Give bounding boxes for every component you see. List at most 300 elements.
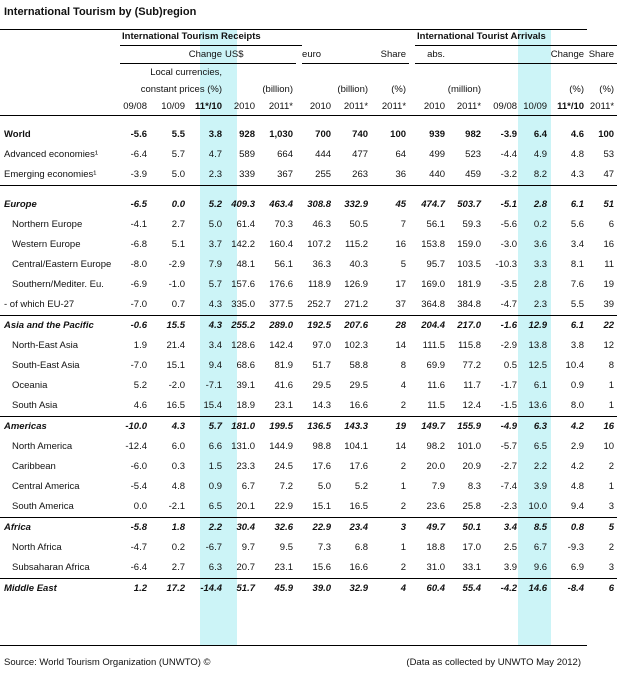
table-cell: 98.2 [426, 441, 446, 453]
table-row [0, 235, 617, 255]
table-cell: 2 [608, 542, 615, 554]
constant-prices-label: constant prices (%) [140, 83, 222, 95]
table-cell: -14.4 [200, 583, 222, 595]
table-cell: 4.3 [171, 421, 185, 433]
table-row [0, 125, 617, 145]
table-cell: 2 [608, 461, 615, 473]
table-cell: 982 [465, 129, 482, 141]
table-cell: 3 [587, 558, 617, 579]
table-cell: 33.1 [448, 558, 484, 579]
table-cell: 126.9 [344, 279, 369, 291]
table-cell: 477 [352, 149, 369, 161]
table-cell: 160.4 [269, 239, 293, 251]
table-cell: 22 [603, 320, 615, 332]
table-cell: -4.2 [500, 583, 518, 595]
source-note: Source: World Tourism Organization (UNWTO) © [4, 657, 211, 668]
table-cell: 252.7 [302, 295, 334, 316]
table-cell: 217.0 [457, 320, 482, 332]
table-cell: 53 [603, 149, 615, 161]
table-cell: 15.5 [166, 320, 185, 332]
table-bottom-rule [0, 645, 587, 646]
table-cell: 101.0 [457, 441, 482, 453]
table-cell: 5.2 [354, 481, 369, 493]
table-row [0, 477, 617, 497]
table-cell: 928 [239, 129, 255, 141]
table-cell: 29.5 [312, 380, 332, 392]
table-cell: -2.1 [150, 497, 188, 518]
table-cell: 2.3 [520, 295, 550, 316]
table-cell: 13.6 [520, 396, 550, 417]
receipts-group-header: International Tourism Receipts [120, 29, 302, 46]
row-label: Central/Eastern Europe [12, 259, 112, 271]
row-label: Subsaharan Africa [0, 558, 111, 579]
table-cell: 64 [395, 149, 407, 161]
page-title: International Tourism by (Sub)region [4, 6, 197, 18]
table-cell: 0.8 [570, 522, 585, 534]
table-cell: 474.7 [421, 199, 446, 211]
table-cell: 14 [395, 340, 407, 352]
table-cell: -6.4 [130, 149, 147, 161]
table-cell: 12 [603, 340, 615, 352]
table-cell: 5.7 [208, 421, 222, 433]
arrivals-share-header: Share [587, 46, 617, 64]
table-cell: 384.8 [448, 295, 484, 316]
table-cell: 263 [334, 165, 371, 186]
table-cell: -2.0 [168, 380, 185, 392]
table-cell: -4.4 [500, 149, 518, 161]
table-cell: 6.7 [533, 542, 548, 554]
table-cell: 3.8 [208, 129, 222, 141]
table-cell: 39.0 [312, 583, 332, 595]
table-cell: 4.2 [570, 461, 585, 473]
table-cell: 589 [239, 149, 255, 161]
table-cell: 2.8 [533, 199, 548, 211]
table-row [0, 538, 617, 558]
table-cell: 159.0 [457, 239, 482, 251]
table-cell: 6.6 [208, 441, 222, 453]
table-cell: 131.0 [231, 441, 255, 453]
table-cell: 143.3 [344, 421, 369, 433]
table-cell: -8.0 [130, 259, 147, 271]
table-cell: 289.0 [269, 320, 293, 332]
table-cell: 3.9 [484, 558, 520, 579]
table-cell: 6.0 [171, 441, 185, 453]
table-cell: 4.9 [533, 149, 548, 161]
table-cell: 58.8 [349, 360, 369, 372]
table-row [0, 295, 617, 316]
table-cell: 2 [371, 497, 409, 518]
table-cell: 5.2 [133, 380, 147, 392]
table-cell: 6.5 [188, 497, 225, 518]
row-label: - of which EU-27 [0, 295, 111, 316]
row-label: Advanced economies¹ [4, 149, 98, 161]
table-cell: 157.6 [231, 279, 255, 291]
table-cell: -9.3 [567, 542, 585, 554]
table-cell: 5.7 [208, 279, 222, 291]
year-2010-eur: 2010 [302, 98, 334, 116]
table-cell: 56.1 [274, 259, 293, 271]
table-cell: 3.6 [533, 239, 548, 251]
table-cell: 0.9 [570, 380, 585, 392]
table-row [0, 396, 617, 417]
row-label: Caribbean [12, 461, 56, 473]
table-cell: 5.2 [208, 199, 222, 211]
table-cell: 2.7 [171, 219, 185, 231]
table-row [0, 195, 617, 215]
table-cell: 40.3 [349, 259, 369, 271]
table-cell: 199.5 [269, 421, 293, 433]
table-cell: 6.1 [570, 199, 585, 211]
table-cell: -6.5 [130, 199, 147, 211]
billion-usd-unit: (billion) [262, 83, 293, 95]
table-cell: 17.6 [312, 461, 332, 473]
table-cell: -4.1 [130, 219, 147, 231]
table-cell: 39.1 [236, 380, 255, 392]
table-cell: 16.5 [150, 396, 188, 417]
table-cell: -5.7 [500, 441, 518, 453]
table-cell: 51.7 [236, 583, 255, 595]
row-label: Southern/Mediter. Eu. [12, 279, 104, 291]
table-cell: -6.7 [205, 542, 222, 554]
table-cell: 32.9 [349, 583, 369, 595]
table-cell: 4.7 [208, 149, 222, 161]
table-cell: 3.8 [570, 340, 585, 352]
row-label: Europe [4, 199, 37, 211]
table-cell: 20.7 [225, 558, 258, 579]
table-cell: 18.9 [225, 396, 258, 417]
table-row [0, 518, 617, 539]
table-row [0, 215, 617, 235]
table-cell: 18.8 [426, 542, 446, 554]
table-cell: -5.8 [130, 522, 147, 534]
year-2011-share-arr: 2011* [587, 98, 617, 116]
table-cell: 3.7 [208, 239, 222, 251]
table-cell: 61.4 [236, 219, 255, 231]
table-cell: 409.3 [231, 199, 255, 211]
table-cell: 1.2 [133, 583, 147, 595]
year-1110: 11*/10 [188, 98, 225, 116]
year-2010-usd: 2010 [225, 98, 258, 116]
table-cell: 5.7 [171, 149, 185, 161]
table-cell: 181.0 [231, 421, 255, 433]
table-cell: 45 [395, 199, 407, 211]
table-cell: 56.1 [426, 219, 446, 231]
table-cell: 6 [608, 583, 615, 595]
table-cell: 17 [395, 279, 407, 291]
table-cell: 100 [598, 129, 615, 141]
year-0908-arr: 09/08 [484, 98, 520, 116]
table-cell: 21.4 [166, 340, 185, 352]
table-cell: 207.6 [344, 320, 369, 332]
table-cell: 6.3 [188, 558, 225, 579]
table-cell: -3.0 [500, 239, 518, 251]
table-cell: 6.4 [533, 129, 548, 141]
table-cell: 5.5 [550, 295, 587, 316]
billion-eur-unit: (billion) [337, 83, 369, 95]
table-cell: -6.9 [130, 279, 147, 291]
table-cell: 15.6 [302, 558, 334, 579]
table-cell: -12.4 [125, 441, 147, 453]
table-cell: -10.3 [495, 259, 518, 271]
table-cell: 14.3 [302, 396, 334, 417]
table-cell: 1 [608, 481, 615, 493]
table-cell: 2.9 [570, 441, 585, 453]
table-cell: 0.3 [171, 461, 185, 473]
table-cell: 6 [608, 219, 615, 231]
table-cell: 24.5 [274, 461, 293, 473]
table-cell: 23.4 [349, 522, 369, 534]
tourism-table [0, 29, 617, 599]
table-cell: 364.8 [415, 295, 448, 316]
table-cell: 0.9 [208, 481, 222, 493]
table-cell: 3.9 [533, 481, 548, 493]
table-cell: 4.2 [570, 421, 585, 433]
table-row [0, 165, 617, 186]
table-cell: 7.9 [431, 481, 446, 493]
table-cell: 2.7 [150, 558, 188, 579]
row-label: Middle East [4, 583, 57, 595]
table-cell: 142.2 [231, 239, 255, 251]
table-cell: 9.6 [520, 558, 550, 579]
table-cell: 10 [603, 441, 615, 453]
table-cell: 2.3 [188, 165, 225, 186]
table-cell: 255.2 [231, 320, 255, 332]
row-label: Western Europe [12, 239, 81, 251]
table-cell: -7.0 [120, 295, 150, 316]
table-cell: 4.3 [188, 295, 225, 316]
table-cell: 20.9 [462, 461, 482, 473]
row-label: South Asia [0, 396, 111, 417]
table-cell: 3.4 [503, 522, 518, 534]
table-cell: 1.5 [208, 461, 222, 473]
table-cell: -2.9 [500, 340, 518, 352]
table-cell: -10.0 [125, 421, 147, 433]
table-cell: 6.1 [533, 380, 548, 392]
table-cell: 22.9 [312, 522, 332, 534]
table-cell: 3.3 [533, 259, 548, 271]
table-cell: 332.9 [344, 199, 369, 211]
table-cell: 20.1 [225, 497, 258, 518]
table-cell: 0.7 [150, 295, 188, 316]
year-2011-share: 2011* [371, 98, 409, 116]
table-cell: 95.7 [426, 259, 446, 271]
table-cell: 6.9 [550, 558, 587, 579]
year-2011-arrivals: 2011* [448, 98, 484, 116]
table-cell: 32.6 [274, 522, 293, 534]
table-cell: 23.1 [258, 396, 296, 417]
table-cell: 700 [315, 129, 332, 141]
row-label: Asia and the Pacific [4, 320, 94, 332]
table-cell: 50.1 [462, 522, 482, 534]
table-cell: 6.3 [533, 421, 548, 433]
table-cell: 459 [448, 165, 484, 186]
row-label: Northern Europe [12, 219, 83, 231]
table-cell: 98.8 [312, 441, 332, 453]
table-cell: 6.1 [570, 320, 585, 332]
table-row [0, 316, 617, 337]
table-cell: 7.9 [208, 259, 222, 271]
table-cell: 16.6 [334, 558, 371, 579]
table-cell: 181.9 [457, 279, 482, 291]
table-cell: 1.8 [171, 522, 185, 534]
row-label: Oceania [12, 380, 48, 392]
table-cell: 255 [302, 165, 334, 186]
table-cell: -1.5 [484, 396, 520, 417]
table-cell: 36.3 [312, 259, 332, 271]
table-cell: -6.8 [130, 239, 147, 251]
table-cell: 7.6 [570, 279, 585, 291]
table-cell: 50.5 [349, 219, 369, 231]
table-cell: 11.5 [415, 396, 448, 417]
table-cell: 115.8 [457, 340, 482, 352]
table-cell: 5 [608, 522, 615, 534]
us-header: US$ [225, 46, 258, 64]
table-cell: 271.2 [334, 295, 371, 316]
table-cell: 1,030 [269, 129, 293, 141]
table-cell: 463.4 [269, 199, 293, 211]
table-cell: -2.9 [168, 259, 185, 271]
table-cell: 5.1 [171, 239, 185, 251]
receipts-pct-unit: (%) [391, 83, 407, 95]
table-cell: 142.4 [269, 340, 293, 352]
table-cell: 4.8 [171, 481, 185, 493]
table-cell: 68.6 [236, 360, 255, 372]
table-cell: 102.3 [344, 340, 369, 352]
table-row [0, 417, 617, 438]
table-cell: 5.6 [570, 219, 585, 231]
table-cell: 16.6 [334, 396, 371, 417]
table-cell: 70.3 [274, 219, 293, 231]
table-cell: 19 [395, 421, 407, 433]
table-cell: 4.8 [570, 481, 585, 493]
table-cell: -7.1 [205, 380, 222, 392]
table-cell: 3.4 [208, 340, 222, 352]
table-cell: 740 [352, 129, 369, 141]
table-cell: 8.3 [467, 481, 482, 493]
table-row [0, 376, 617, 396]
table-cell: 11.6 [427, 380, 446, 392]
table-cell: 2 [371, 558, 409, 579]
table-cell: 60.4 [426, 583, 446, 595]
table-cell: 4.3 [208, 320, 222, 332]
table-cell: 51.7 [312, 360, 332, 372]
table-cell: 7.3 [317, 542, 332, 554]
table-cell: 440 [415, 165, 448, 186]
table-cell: 16 [603, 421, 615, 433]
table-cell: -8.4 [567, 583, 585, 595]
table-cell: 144.9 [269, 441, 293, 453]
table-cell: 23.6 [415, 497, 448, 518]
table-cell: 2.2 [208, 522, 222, 534]
table-row [0, 336, 617, 356]
table-cell: 204.4 [421, 320, 446, 332]
local-currencies-label: Local currencies, [150, 66, 222, 78]
table-cell: 107.2 [307, 239, 332, 251]
table-cell: 2.8 [533, 279, 548, 291]
table-cell: -4.9 [500, 421, 518, 433]
table-cell: 15.1 [166, 360, 185, 372]
table-cell: 2.2 [533, 461, 548, 473]
table-cell: 6.5 [533, 441, 548, 453]
table-cell: 3 [587, 497, 617, 518]
table-cell: 8.0 [550, 396, 587, 417]
table-cell: -3.5 [500, 279, 518, 291]
table-cell: 6.7 [241, 481, 255, 493]
receipts-change-header: Change [120, 46, 225, 64]
table-cell: 12.5 [528, 360, 548, 372]
table-cell: 9.4 [550, 497, 587, 518]
table-row [0, 457, 617, 477]
table-cell: 4.3 [550, 165, 587, 186]
table-cell: 0.0 [171, 199, 185, 211]
table-cell: 0.0 [120, 497, 150, 518]
table-cell: 308.8 [307, 199, 332, 211]
table-row [0, 437, 617, 457]
table-cell: 155.9 [457, 421, 482, 433]
arrivals-change-header: Change [484, 46, 587, 64]
table-cell: 118.9 [307, 279, 332, 291]
table-cell: 39 [587, 295, 617, 316]
table-cell: 16 [395, 239, 407, 251]
table-cell: 16.5 [334, 497, 371, 518]
table-cell: -5.6 [130, 129, 147, 141]
row-label: North Africa [12, 542, 62, 554]
receipts-share-header: Share [371, 46, 409, 64]
table-cell: 149.7 [421, 421, 446, 433]
table-cell: 31.0 [415, 558, 448, 579]
table-cell: 22.9 [258, 497, 296, 518]
table-cell: 1 [400, 542, 407, 554]
table-cell: 23.3 [236, 461, 255, 473]
table-cell: 1.9 [133, 340, 147, 352]
table-row [0, 497, 617, 518]
table-cell: 5.0 [317, 481, 332, 493]
table-cell: -3.9 [120, 165, 150, 186]
table-cell: 13.8 [528, 340, 548, 352]
year-1110-arr: 11*/10 [550, 98, 587, 116]
table-cell: 36 [371, 165, 409, 186]
table-cell: 4 [400, 583, 407, 595]
table-cell: 69.9 [426, 360, 446, 372]
table-cell: 5.0 [208, 219, 222, 231]
table-cell: 444 [315, 149, 332, 161]
table-cell: -6.4 [120, 558, 150, 579]
table-cell: 8.5 [533, 522, 548, 534]
year-2011-usd: 2011* [258, 98, 296, 116]
table-cell: 192.5 [307, 320, 332, 332]
table-cell: 377.5 [258, 295, 296, 316]
row-label: Americas [4, 421, 47, 433]
table-cell: 499 [429, 149, 446, 161]
arrivals-share-pct-unit: (%) [599, 83, 615, 95]
year-0908: 09/08 [120, 98, 150, 116]
table-cell: 77.2 [462, 360, 482, 372]
table-cell: -1.6 [500, 320, 518, 332]
table-cell: 16 [603, 239, 615, 251]
table-cell: 115.2 [344, 239, 369, 251]
row-label: South-East Asia [12, 360, 80, 372]
table-cell: -3.9 [500, 129, 518, 141]
table-cell: 29.5 [349, 380, 369, 392]
table-cell: 48.1 [236, 259, 255, 271]
table-cell: 59.3 [462, 219, 482, 231]
table-cell: 14 [395, 441, 407, 453]
table-row [0, 579, 617, 600]
table-cell: -1.7 [500, 380, 518, 392]
table-cell: 12.9 [528, 320, 548, 332]
table-cell: 5 [400, 259, 407, 271]
table-cell: 100 [390, 129, 407, 141]
